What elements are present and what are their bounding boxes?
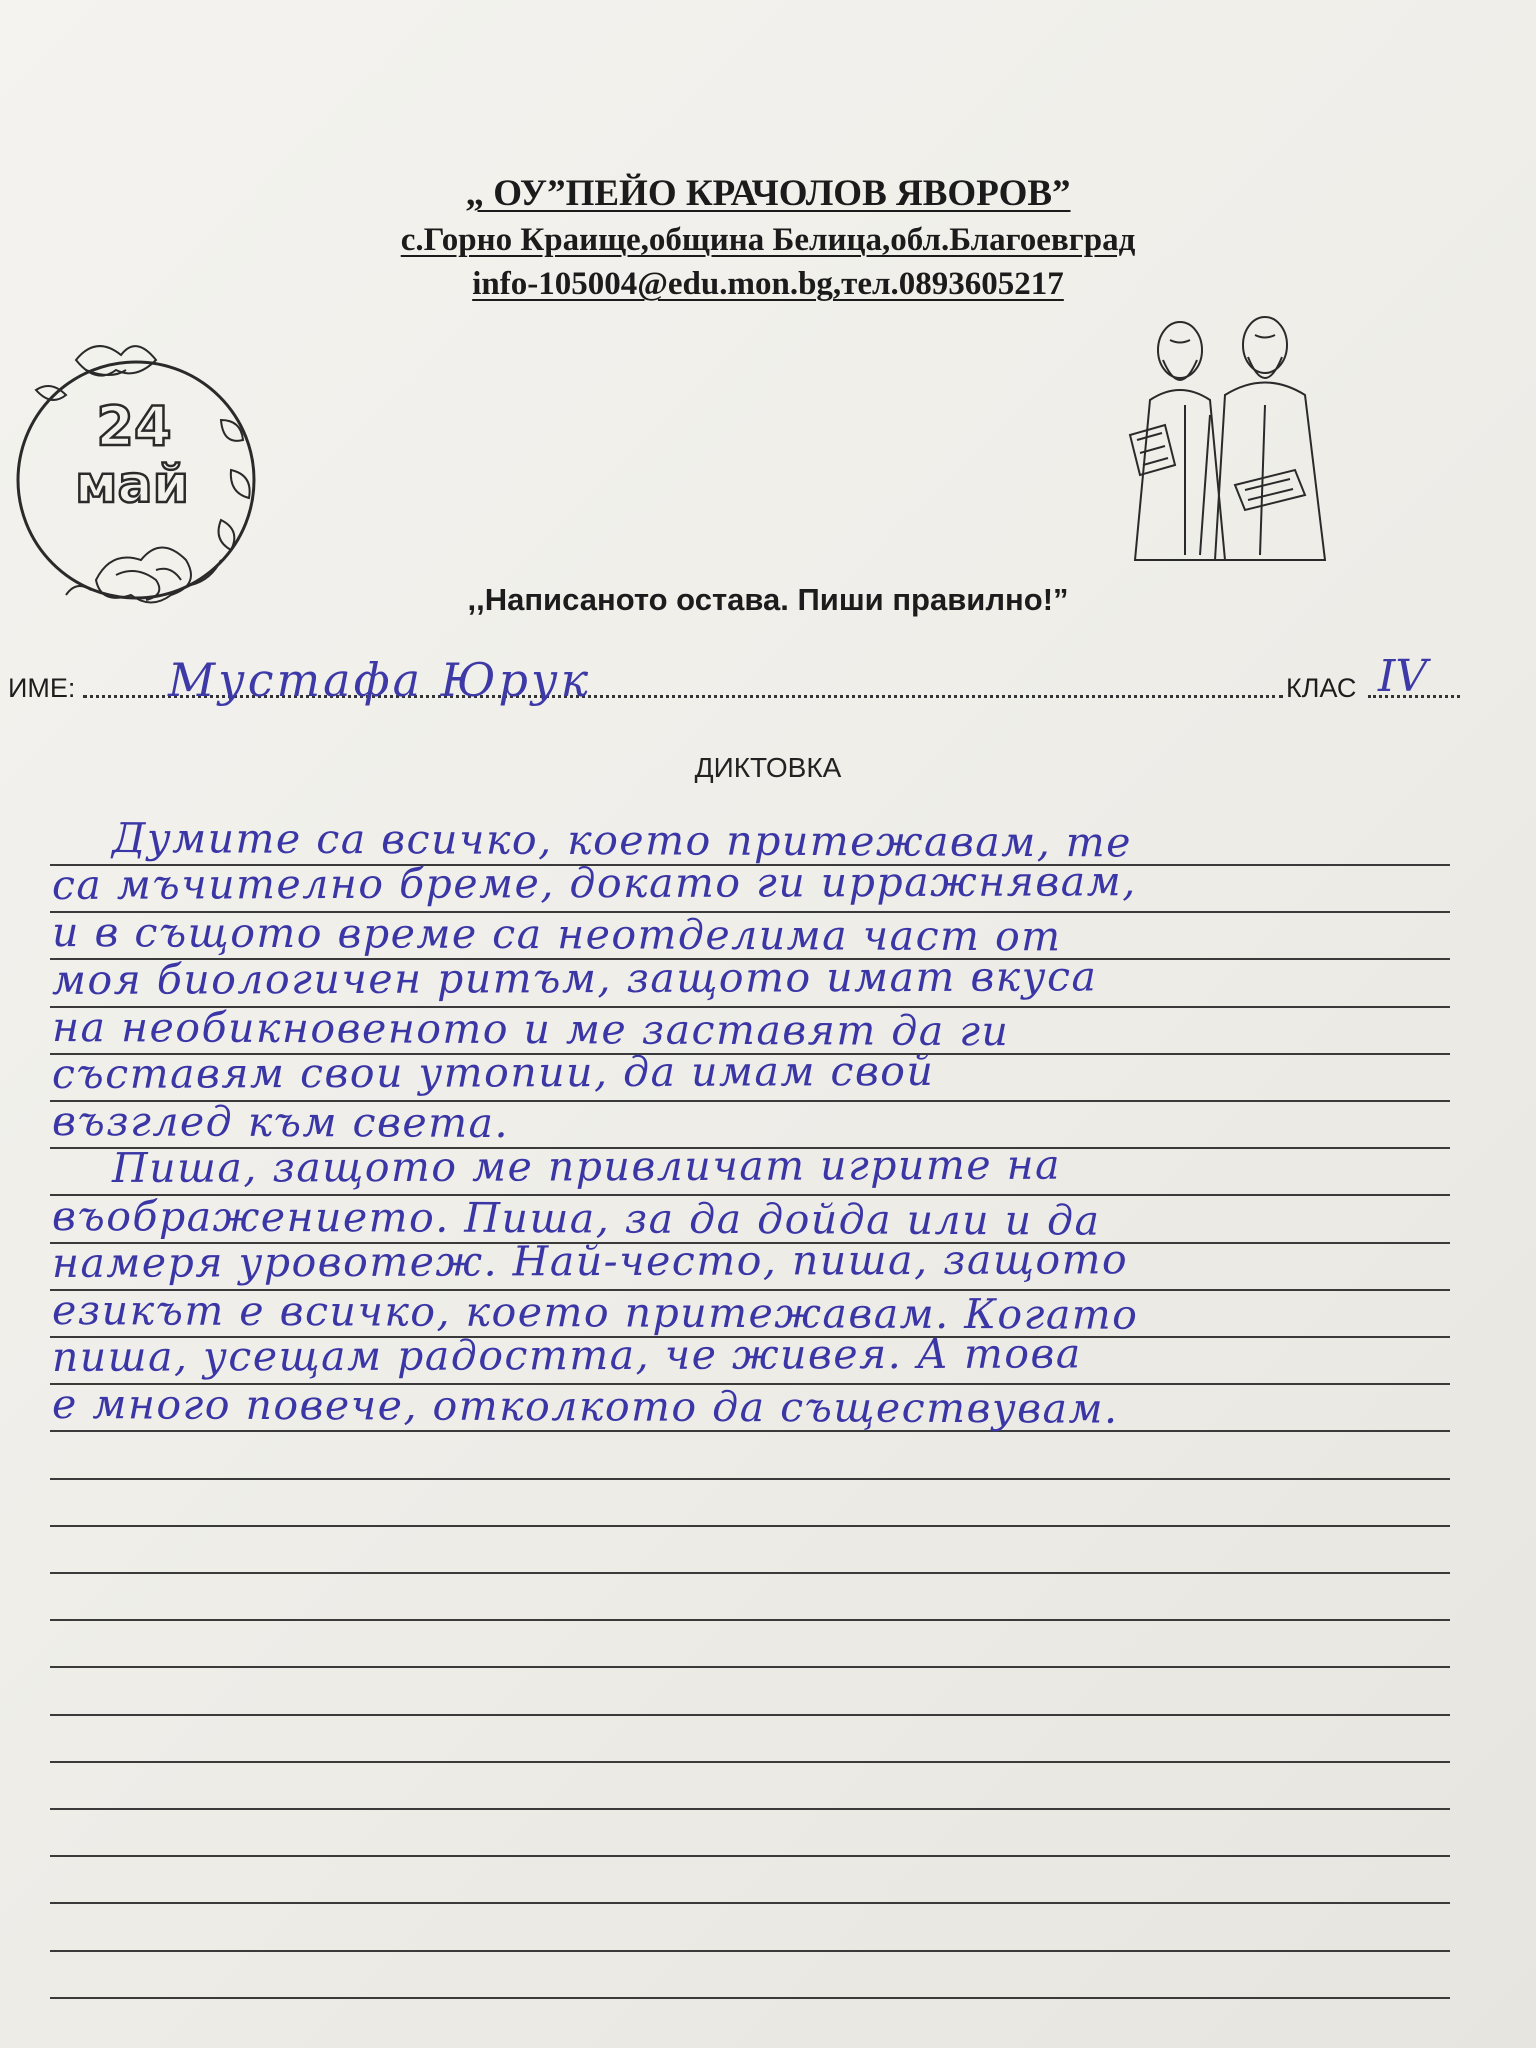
ruled-line: [50, 1478, 1450, 1480]
ruled-line: [50, 1855, 1450, 1857]
ruled-line: [50, 1997, 1450, 1999]
school-address: с.Горно Краище,община Белица,обл.Благоевград: [400, 222, 1136, 258]
emblem-day: 24: [96, 395, 172, 458]
ruled-line: [50, 1808, 1450, 1810]
dictation-line: на необикновеното и ме заставят да ги: [52, 1002, 1010, 1055]
dictation-line: възглед към света.: [52, 1097, 510, 1148]
motto: ,,Написаното остава. Пиши правилно!”: [467, 582, 1069, 617]
dictation-line: съставям свои утопии, да имам свой: [51, 1046, 935, 1098]
dictation-line: Думите са всичко, което притежавам, те: [112, 814, 1133, 867]
ruled-line: [50, 1572, 1450, 1574]
dictation-line: въображението. Пиша, за да дойда или и да: [52, 1191, 1101, 1245]
ruled-line: [50, 1714, 1450, 1716]
dictation-line: моя биологичен ритъм, защото имат вкуса: [51, 951, 1098, 1004]
school-name: „ ОУ”ПЕЙО КРАЧОЛОВ ЯВОРОВ”: [465, 173, 1071, 214]
dictation-line: е много повече, отколкото да съществувам.: [52, 1380, 1119, 1434]
ruled-line: [50, 1666, 1450, 1668]
emblem-month: май: [74, 455, 190, 515]
ruled-line: [50, 1525, 1450, 1527]
dictation-line: пиша, усещам радостта, че живея. А това: [51, 1329, 1082, 1382]
ruled-line: [50, 1950, 1450, 1952]
name-field[interactable]: Мустафа Юрук: [168, 653, 592, 707]
name-label: ИМЕ:: [8, 673, 76, 703]
class-label: КЛАС: [1286, 673, 1357, 703]
ruled-line: [50, 1619, 1450, 1621]
school-contact: info-105004@edu.mon.bg,тел.0893605217: [472, 266, 1064, 302]
dictation-line: и в същото време са неотделима част от: [52, 908, 1062, 961]
dictation-line: езикът е всичко, което притежавам. Когато: [52, 1286, 1139, 1339]
ruled-line: [50, 1902, 1450, 1904]
document-title: ДИКТОВКА: [694, 752, 842, 783]
dictation-line: намеря уровотеж. Най-често, пиша, защото: [51, 1235, 1129, 1287]
dictation-line: са мъчително бреме, докато ги upражнявам,: [51, 857, 1137, 910]
dictation-line: Пиша, защото ме привличат игрите на: [111, 1141, 1062, 1193]
ruled-line: [50, 1761, 1450, 1763]
class-field[interactable]: IV: [1378, 651, 1428, 702]
